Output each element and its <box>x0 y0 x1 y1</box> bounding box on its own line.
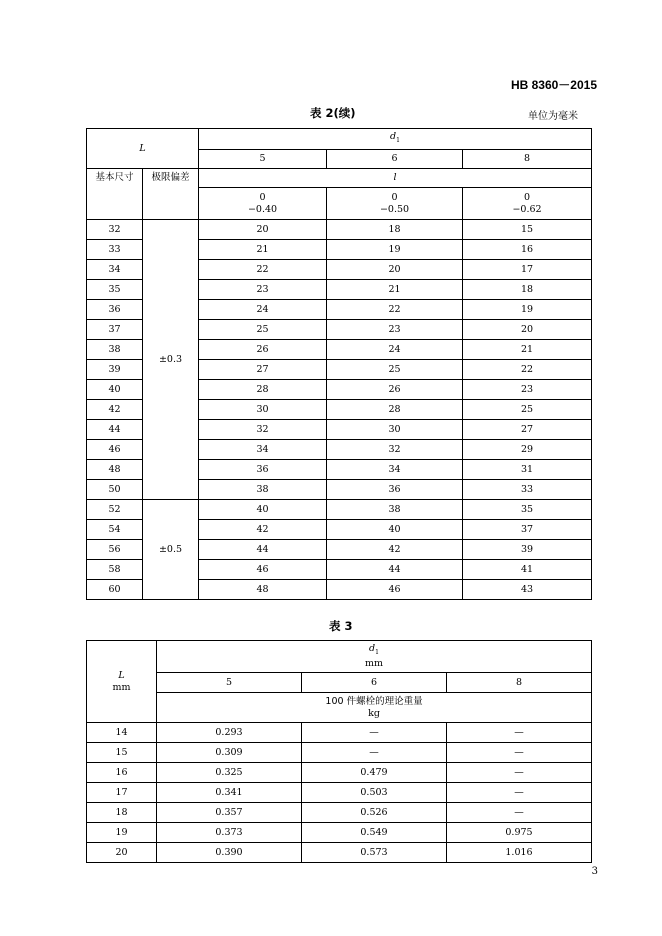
l-tolerance: 0 −0.50 <box>327 188 463 220</box>
basic-size-cell: 50 <box>87 480 143 500</box>
l-value-cell: 28 <box>199 380 327 400</box>
l-value-cell: 25 <box>199 320 327 340</box>
weight-cell: 0.503 <box>302 783 447 803</box>
weight-cell: — <box>447 783 592 803</box>
l-value-cell: 36 <box>199 460 327 480</box>
l-value-cell: 48 <box>199 580 327 600</box>
weight-cell: — <box>447 723 592 743</box>
l-value-cell: 34 <box>199 440 327 460</box>
weight-cell: 0.975 <box>447 823 592 843</box>
l-value-cell: 23 <box>199 280 327 300</box>
l-value-cell: 19 <box>327 240 463 260</box>
l-value-cell: 20 <box>463 320 592 340</box>
table2-caption: 表 2(续) <box>310 106 356 120</box>
standard-number: HB 8360－2015 <box>510 78 597 92</box>
basic-size-cell: 33 <box>87 240 143 260</box>
weight-cell: — <box>447 803 592 823</box>
l-value-cell: 44 <box>327 560 463 580</box>
weight-cell: 0.357 <box>157 803 302 823</box>
basic-size-cell: 40 <box>87 380 143 400</box>
header-d1: $d_1$ <box>199 129 592 150</box>
l-value-cell: 22 <box>199 260 327 280</box>
table-row <box>87 783 592 803</box>
l-value-cell: 23 <box>463 380 592 400</box>
table-row <box>87 220 592 240</box>
d-value: 5 <box>199 150 327 169</box>
header-weight: 100 件螺栓的理论重量 kg <box>157 693 592 723</box>
l-value-cell: 38 <box>327 500 463 520</box>
l-value-cell: 22 <box>463 360 592 380</box>
weight-cell: 0.325 <box>157 763 302 783</box>
l-value-cell: 22 <box>327 300 463 320</box>
basic-size-cell: 42 <box>87 400 143 420</box>
table-row <box>87 763 592 783</box>
table2-unit: 单位为毫米 <box>528 111 578 122</box>
l-value-cell: 21 <box>327 280 463 300</box>
table-row <box>87 723 592 743</box>
weight-cell: — <box>447 743 592 763</box>
l-value-cell: 16 <box>463 240 592 260</box>
basic-size-cell: 44 <box>87 420 143 440</box>
l-value-cell: 31 <box>463 460 592 480</box>
l-value-cell: 24 <box>199 300 327 320</box>
table-row <box>87 743 592 763</box>
l-value-cell: 23 <box>327 320 463 340</box>
weight-cell: 0.390 <box>157 843 302 863</box>
l-value-cell: 38 <box>199 480 327 500</box>
basic-size-cell: 34 <box>87 260 143 280</box>
table3-caption: 表 3 <box>329 619 353 633</box>
d-value: 6 <box>327 150 463 169</box>
basic-size-cell: 38 <box>87 340 143 360</box>
l-value-cell: 36 <box>327 480 463 500</box>
length-cell: 19 <box>87 823 157 843</box>
basic-size-cell: 48 <box>87 460 143 480</box>
l-value-cell: 37 <box>463 520 592 540</box>
table2 <box>86 128 592 600</box>
weight-cell: 1.016 <box>447 843 592 863</box>
l-value-cell: 35 <box>463 500 592 520</box>
basic-size-cell: 54 <box>87 520 143 540</box>
l-tolerance: 0 −0.40 <box>199 188 327 220</box>
l-value-cell: 33 <box>463 480 592 500</box>
basic-size-cell: 58 <box>87 560 143 580</box>
weight-cell: 0.293 <box>157 723 302 743</box>
basic-size-cell: 52 <box>87 500 143 520</box>
l-value-cell: 39 <box>463 540 592 560</box>
length-cell: 20 <box>87 843 157 863</box>
basic-size-cell: 56 <box>87 540 143 560</box>
l-value-cell: 19 <box>463 300 592 320</box>
length-cell: 18 <box>87 803 157 823</box>
header-L: L <box>87 129 199 169</box>
l-value-cell: 26 <box>327 380 463 400</box>
length-cell: 15 <box>87 743 157 763</box>
l-value-cell: 32 <box>199 420 327 440</box>
weight-cell: — <box>447 763 592 783</box>
d-value: 5 <box>157 673 302 693</box>
l-value-cell: 20 <box>199 220 327 240</box>
weight-cell: 0.309 <box>157 743 302 763</box>
weight-cell: — <box>302 743 447 763</box>
l-tolerance: 0 −0.62 <box>463 188 592 220</box>
weight-cell: 0.549 <box>302 823 447 843</box>
d-value: 8 <box>447 673 592 693</box>
basic-size-cell: 35 <box>87 280 143 300</box>
l-value-cell: 17 <box>463 260 592 280</box>
l-value-cell: 18 <box>463 280 592 300</box>
l-value-cell: 42 <box>199 520 327 540</box>
table-row <box>87 823 592 843</box>
d-value: 6 <box>302 673 447 693</box>
l-value-cell: 46 <box>327 580 463 600</box>
page-number: 3 <box>591 866 598 877</box>
l-value-cell: 30 <box>199 400 327 420</box>
basic-size-cell: 32 <box>87 220 143 240</box>
l-value-cell: 25 <box>463 400 592 420</box>
length-cell: 14 <box>87 723 157 743</box>
length-cell: 17 <box>87 783 157 803</box>
l-value-cell: 24 <box>327 340 463 360</box>
basic-size-cell: 46 <box>87 440 143 460</box>
header-basic-size: 基本尺寸 <box>87 169 143 220</box>
l-value-cell: 34 <box>327 460 463 480</box>
l-value-cell: 40 <box>327 520 463 540</box>
basic-size-cell: 37 <box>87 320 143 340</box>
table-row <box>87 500 592 520</box>
l-value-cell: 42 <box>327 540 463 560</box>
l-value-cell: 30 <box>327 420 463 440</box>
l-value-cell: 20 <box>327 260 463 280</box>
l-value-cell: 18 <box>327 220 463 240</box>
l-value-cell: 25 <box>327 360 463 380</box>
header-tolerance: 极限偏差 <box>143 169 199 220</box>
l-value-cell: 27 <box>463 420 592 440</box>
weight-cell: 0.479 <box>302 763 447 783</box>
table3 <box>86 640 592 863</box>
l-value-cell: 29 <box>463 440 592 460</box>
l-value-cell: 44 <box>199 540 327 560</box>
header-L-mm: L mm <box>87 641 157 723</box>
tolerance-cell: ±0.3 <box>143 220 199 500</box>
weight-cell: — <box>302 723 447 743</box>
l-value-cell: 28 <box>327 400 463 420</box>
l-value-cell: 46 <box>199 560 327 580</box>
weight-cell: 0.341 <box>157 783 302 803</box>
weight-cell: 0.573 <box>302 843 447 863</box>
basic-size-cell: 60 <box>87 580 143 600</box>
header-l: l <box>199 169 592 188</box>
l-value-cell: 41 <box>463 560 592 580</box>
length-cell: 16 <box>87 763 157 783</box>
header-d1-mm: $d_1$ mm <box>157 641 592 673</box>
weight-cell: 0.526 <box>302 803 447 823</box>
weight-cell: 0.373 <box>157 823 302 843</box>
l-value-cell: 43 <box>463 580 592 600</box>
table-row <box>87 843 592 863</box>
l-value-cell: 27 <box>199 360 327 380</box>
basic-size-cell: 39 <box>87 360 143 380</box>
l-value-cell: 21 <box>199 240 327 260</box>
l-value-cell: 26 <box>199 340 327 360</box>
l-value-cell: 40 <box>199 500 327 520</box>
basic-size-cell: 36 <box>87 300 143 320</box>
l-value-cell: 15 <box>463 220 592 240</box>
l-value-cell: 32 <box>327 440 463 460</box>
l-value-cell: 21 <box>463 340 592 360</box>
table-row <box>87 803 592 823</box>
d-value: 8 <box>463 150 592 169</box>
tolerance-cell: ±0.5 <box>143 500 199 600</box>
